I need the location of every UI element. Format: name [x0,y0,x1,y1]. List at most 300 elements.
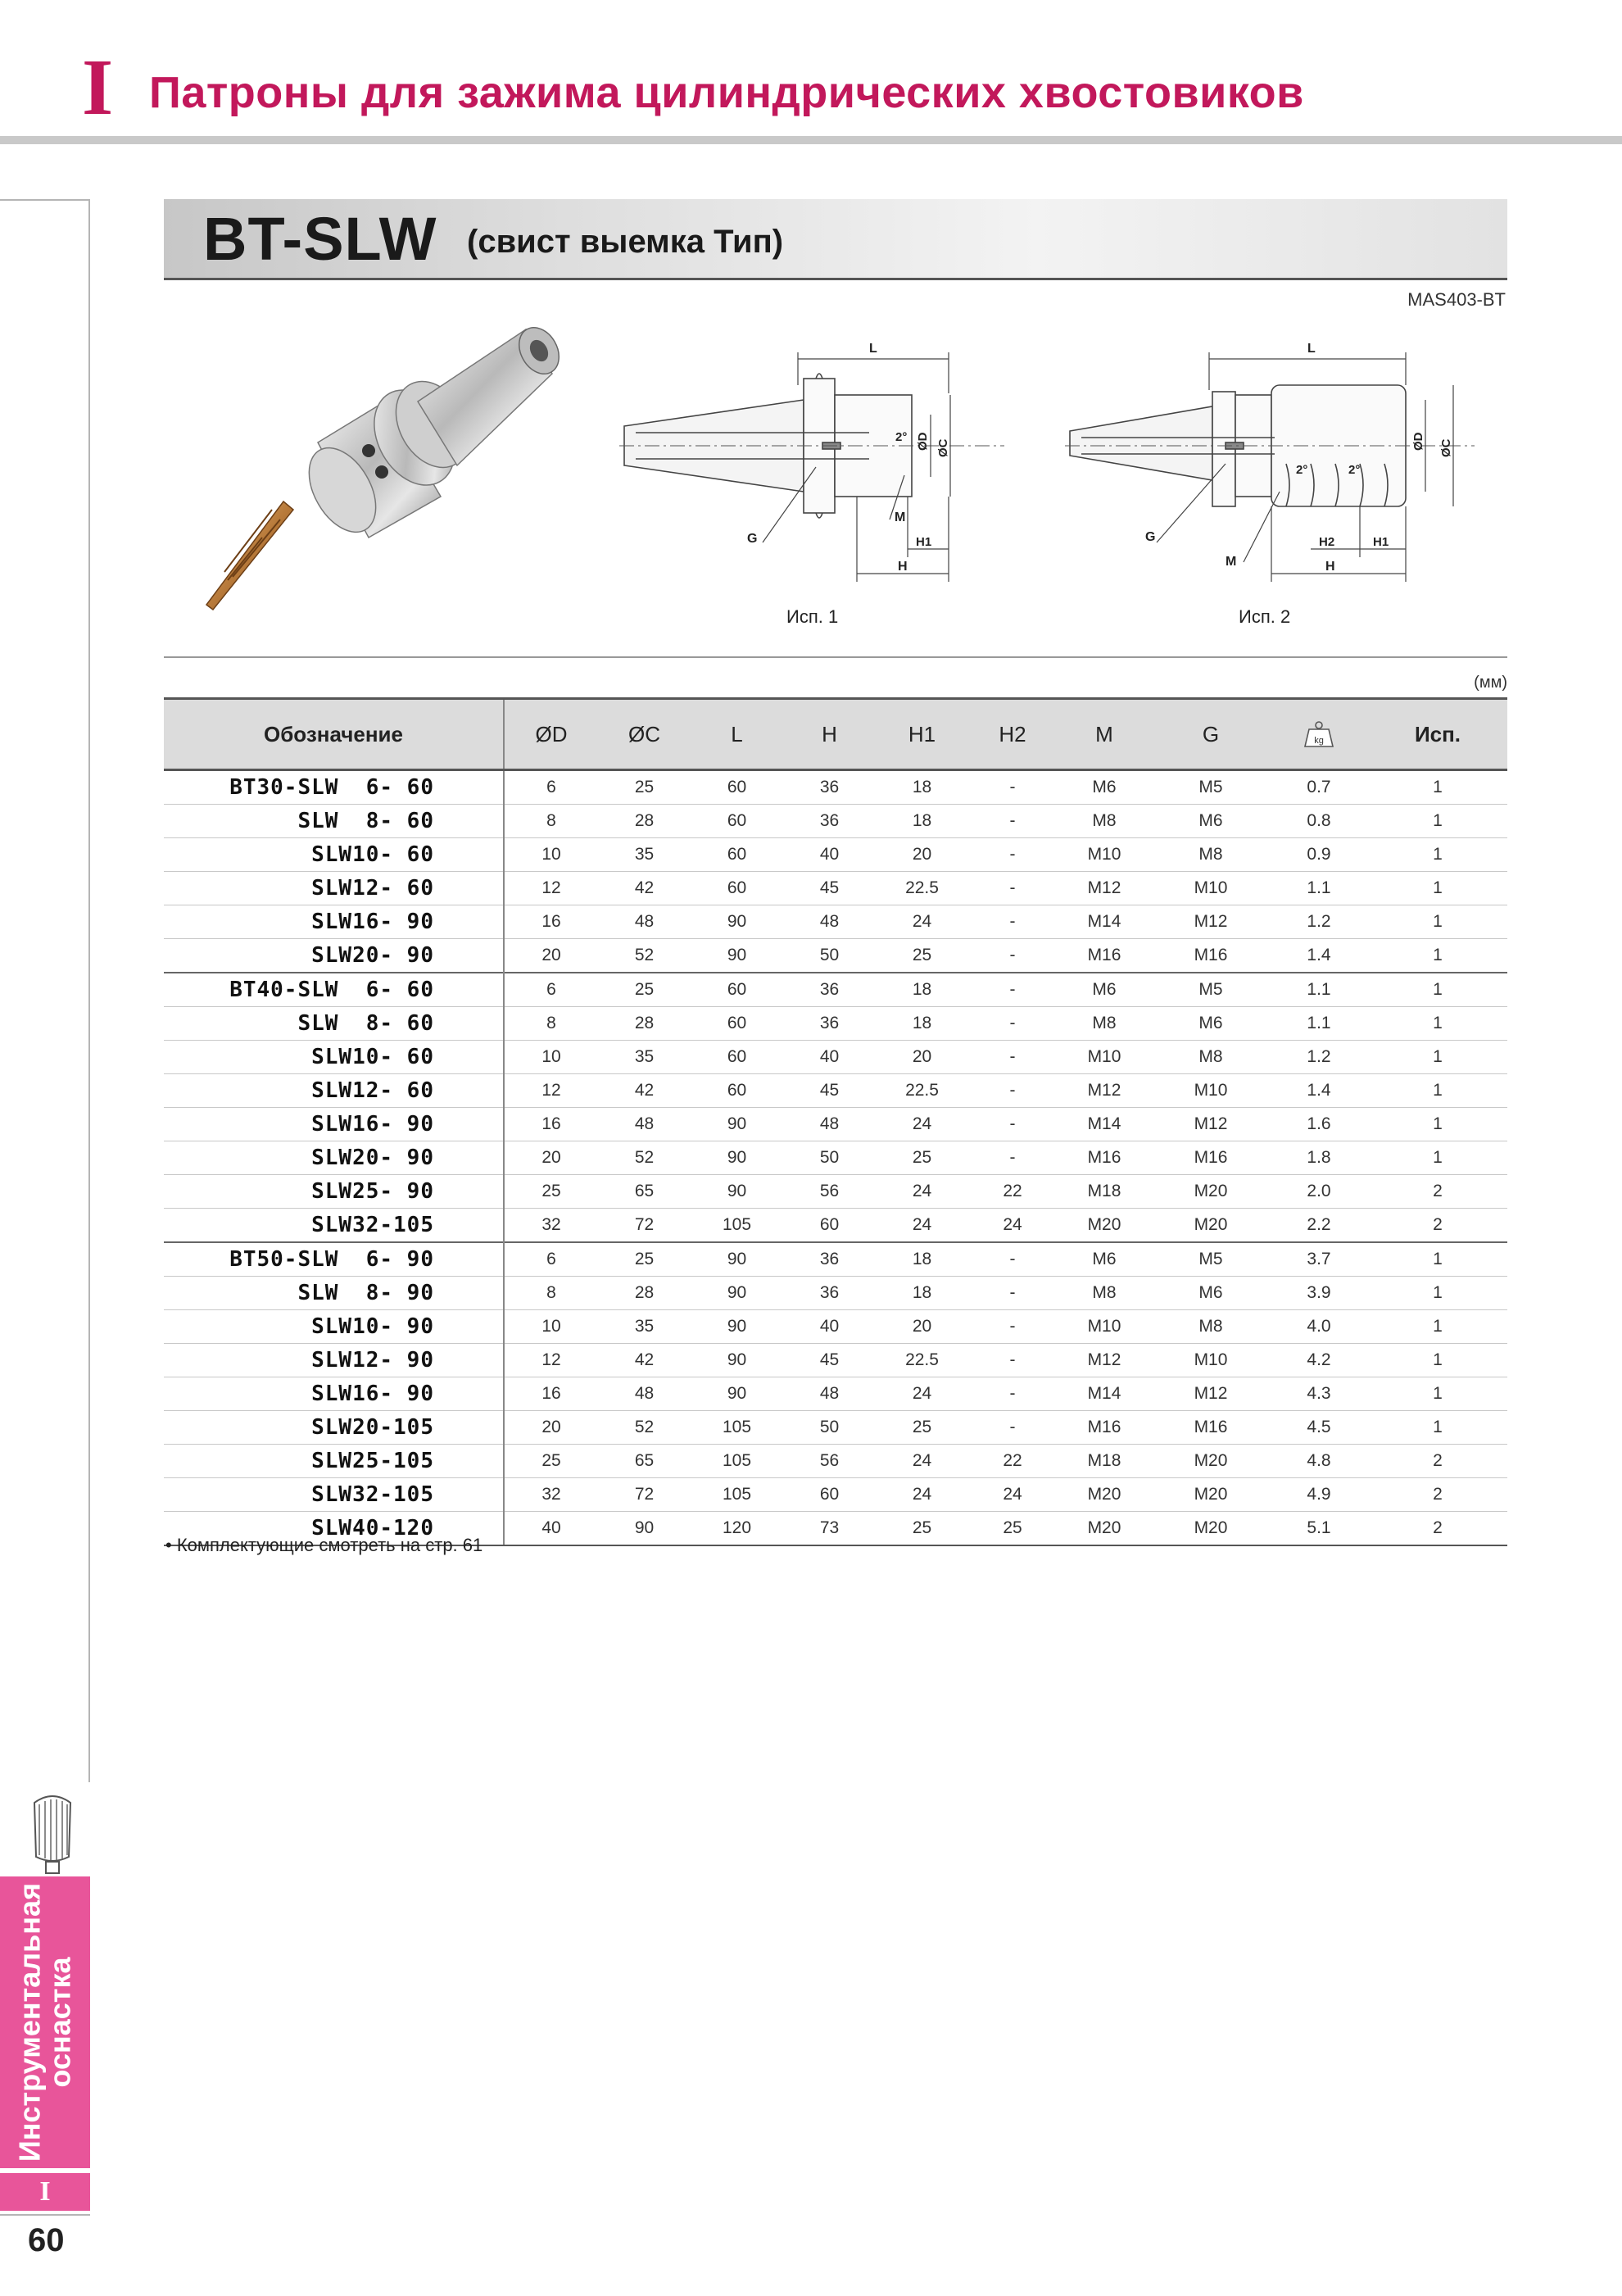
table-row [164,1007,1507,1041]
cell-c: 52 [598,1411,691,1445]
cell-d: 20 [504,1411,598,1445]
cell-d: 10 [504,1041,598,1074]
col-header-h1: H1 [876,699,968,770]
cell-h: 45 [783,1344,876,1377]
cell-c: 48 [598,1377,691,1411]
cell-d: 20 [504,939,598,973]
cell-version: 1 [1368,1141,1507,1175]
cell-version: 2 [1368,1175,1507,1209]
cell-h1: 24 [876,1175,968,1209]
dim-label-G: G [747,532,758,546]
cell-h2: - [968,1041,1057,1074]
cell-h1: 24 [876,1445,968,1478]
cell-weight: 1.1 [1270,1007,1368,1041]
cell-h1: 24 [876,905,968,939]
cell-m: M8 [1057,1007,1152,1041]
cell-d: 10 [504,1310,598,1344]
cell-l: 90 [691,1141,783,1175]
cell-h2: - [968,1411,1057,1445]
cell-l: 105 [691,1209,783,1243]
cell-m: M10 [1057,838,1152,872]
cell-l: 105 [691,1478,783,1512]
v2-dim-label-H: H [1325,560,1335,574]
table-row [164,1175,1507,1209]
cell-d: 40 [504,1512,598,1546]
cell-h2: - [968,872,1057,905]
cell-c: 28 [598,1007,691,1041]
cell-g: M6 [1152,1277,1270,1310]
page-number: 60 [28,2222,65,2258]
weight-icon [1303,719,1335,749]
cell-h2: - [968,973,1057,1007]
cell-h: 73 [783,1512,876,1546]
col-header-h2: H2 [968,699,1057,770]
cell-d: 12 [504,1344,598,1377]
dim-label-H1: H1 [916,535,932,549]
cell-d: 8 [504,1007,598,1041]
cell-h: 56 [783,1445,876,1478]
cell-h2: - [968,1242,1057,1277]
cell-h: 36 [783,1007,876,1041]
cell-h2: 24 [968,1478,1057,1512]
page-title: Патроны для зажима цилиндрических хвостовиков [149,68,1304,117]
cell-l: 60 [691,973,783,1007]
cell-g: M12 [1152,1377,1270,1411]
cell-h2: - [968,1310,1057,1344]
table-row [164,1310,1507,1344]
cell-m: M20 [1057,1478,1152,1512]
cell-m: M10 [1057,1310,1152,1344]
collet-icon [29,1786,75,1875]
cell-weight: 3.9 [1270,1277,1368,1310]
cell-c: 72 [598,1209,691,1243]
cell-m: M10 [1057,1041,1152,1074]
col-header-designation: Обозначение [164,699,504,770]
cell-h: 50 [783,939,876,973]
cell-l: 90 [691,1344,783,1377]
cell-c: 48 [598,1108,691,1141]
cell-version: 2 [1368,1445,1507,1478]
cell-h1: 25 [876,1411,968,1445]
col-header-l: L [691,699,783,770]
cell-l: 60 [691,770,783,805]
cell-c: 42 [598,1074,691,1108]
cell-weight: 1.4 [1270,1074,1368,1108]
cell-designation: SLW20- 90 [164,1141,504,1175]
cell-h: 40 [783,838,876,872]
table-row [164,805,1507,838]
cell-weight: 2.0 [1270,1175,1368,1209]
cell-weight: 4.9 [1270,1478,1368,1512]
cell-g: M5 [1152,1242,1270,1277]
v2-dim-label-H2: H2 [1319,535,1335,549]
dim-label-M: M [895,510,906,524]
cell-c: 25 [598,973,691,1007]
table-header-row [164,699,1507,770]
cell-m: M6 [1057,973,1152,1007]
cell-designation: SLW16- 90 [164,905,504,939]
cell-c: 42 [598,1344,691,1377]
cell-h1: 18 [876,1007,968,1041]
cell-h1: 18 [876,805,968,838]
table-row [164,1445,1507,1478]
v2-dim-label-M: M [1226,555,1237,569]
cell-h1: 25 [876,1512,968,1546]
sidebar-roman: I [0,2173,90,2211]
cell-d: 6 [504,770,598,805]
cell-weight: 1.8 [1270,1141,1368,1175]
cell-d: 8 [504,805,598,838]
cell-version: 1 [1368,770,1507,805]
header-rule [0,136,1622,144]
cell-weight: 4.3 [1270,1377,1368,1411]
cell-designation: SLW25-105 [164,1445,504,1478]
cell-version: 1 [1368,1074,1507,1108]
cell-c: 52 [598,939,691,973]
section-divider [164,656,1507,658]
table-row [164,1344,1507,1377]
cell-version: 1 [1368,805,1507,838]
v2-dim-label-G: G [1145,530,1156,544]
product-banner [164,199,1507,280]
cell-m: M8 [1057,805,1152,838]
cell-version: 1 [1368,905,1507,939]
cell-weight: 0.7 [1270,770,1368,805]
cell-c: 72 [598,1478,691,1512]
cell-version: 1 [1368,1411,1507,1445]
col-header-g: G [1152,699,1270,770]
cell-g: M10 [1152,872,1270,905]
cell-version: 1 [1368,1242,1507,1277]
cell-g: M16 [1152,1141,1270,1175]
cell-c: 65 [598,1445,691,1478]
v2-dim-label-H1: H1 [1373,535,1389,549]
cell-d: 12 [504,872,598,905]
cell-h2: - [968,1377,1057,1411]
cell-designation: SLW10- 60 [164,838,504,872]
table-row [164,1377,1507,1411]
cell-m: M18 [1057,1175,1152,1209]
cell-weight: 4.5 [1270,1411,1368,1445]
footnote: • Комплектующие смотреть на стр. 61 [165,1535,483,1555]
sidebar-rule [0,2214,90,2216]
table-row [164,770,1507,805]
sidebar-label-line2: оснастка [43,1957,76,2088]
cell-c: 52 [598,1141,691,1175]
cell-h1: 22.5 [876,872,968,905]
dim-label-C: ØC [936,438,950,457]
col-header-d: ØD [504,699,598,770]
table-row [164,1242,1507,1277]
v2-dim-label-L: L [1307,342,1316,356]
cell-h1: 24 [876,1377,968,1411]
cell-m: M14 [1057,1377,1152,1411]
cell-h1: 20 [876,1310,968,1344]
cell-version: 1 [1368,1277,1507,1310]
cell-l: 60 [691,805,783,838]
col-header-c: ØC [598,699,691,770]
chapter-roman: I [82,43,114,132]
cell-g: M12 [1152,1108,1270,1141]
cell-d: 6 [504,1242,598,1277]
col-header-weight [1270,699,1368,770]
cell-h1: 18 [876,973,968,1007]
table-row [164,1411,1507,1445]
cell-designation: SLW 8- 90 [164,1277,504,1310]
cell-l: 105 [691,1445,783,1478]
cell-g: M20 [1152,1478,1270,1512]
cell-weight: 4.0 [1270,1310,1368,1344]
cell-d: 6 [504,973,598,1007]
cell-h1: 24 [876,1478,968,1512]
cell-h: 48 [783,1377,876,1411]
cell-weight: 3.7 [1270,1242,1368,1277]
cell-g: M6 [1152,805,1270,838]
table-row [164,838,1507,872]
dim-label-L: L [869,342,877,356]
cell-designation: SLW20- 90 [164,939,504,973]
table-row [164,973,1507,1007]
cell-designation: SLW16- 90 [164,1377,504,1411]
cell-h2: - [968,1344,1057,1377]
cell-c: 42 [598,872,691,905]
cell-g: M10 [1152,1074,1270,1108]
cell-c: 35 [598,838,691,872]
cell-weight: 1.2 [1270,1041,1368,1074]
cell-h1: 25 [876,1141,968,1175]
cell-g: M12 [1152,905,1270,939]
cell-h1: 25 [876,939,968,973]
cell-version: 1 [1368,973,1507,1007]
cell-designation: SLW12- 90 [164,1344,504,1377]
cell-h2: - [968,1074,1057,1108]
cell-g: M8 [1152,838,1270,872]
cell-l: 90 [691,1277,783,1310]
drawing-version2 [1065,328,1475,590]
cell-m: M16 [1057,939,1152,973]
cell-version: 2 [1368,1209,1507,1243]
cell-m: M20 [1057,1512,1152,1546]
cell-version: 1 [1368,1007,1507,1041]
cell-h2: - [968,770,1057,805]
cell-weight: 1.1 [1270,973,1368,1007]
cell-g: M8 [1152,1310,1270,1344]
cell-m: M12 [1057,872,1152,905]
weight-icon-label: kg [1314,736,1324,746]
cell-version: 2 [1368,1478,1507,1512]
cell-g: M16 [1152,939,1270,973]
cell-designation: SLW40-120 [164,1512,504,1546]
cell-d: 32 [504,1209,598,1243]
cell-l: 90 [691,939,783,973]
cell-weight: 4.8 [1270,1445,1368,1478]
cell-designation: SLW25- 90 [164,1175,504,1209]
cell-h2: - [968,1007,1057,1041]
cell-h: 56 [783,1175,876,1209]
table-row [164,1141,1507,1175]
cell-h1: 18 [876,1242,968,1277]
dim-label-H: H [898,560,908,574]
cell-h: 50 [783,1411,876,1445]
cell-g: M5 [1152,770,1270,805]
table-row [164,1041,1507,1074]
cell-d: 16 [504,905,598,939]
cell-version: 1 [1368,1377,1507,1411]
cell-h1: 20 [876,838,968,872]
cell-h2: - [968,939,1057,973]
v2-dim-label-D: ØD [1411,432,1425,451]
cell-m: M16 [1057,1141,1152,1175]
cell-h1: 22.5 [876,1074,968,1108]
spec-table [164,697,1507,1546]
cell-version: 1 [1368,939,1507,973]
cell-designation: SLW12- 60 [164,1074,504,1108]
cell-version: 1 [1368,872,1507,905]
cell-l: 90 [691,1175,783,1209]
table-row [164,939,1507,973]
sidebar-section-label [12,1882,76,2162]
cell-designation: SLW20-105 [164,1411,504,1445]
cell-h: 60 [783,1209,876,1243]
col-header-version: Исп. [1368,699,1507,770]
cell-l: 60 [691,1007,783,1041]
cell-designation: SLW 8- 60 [164,1007,504,1041]
cell-weight: 5.1 [1270,1512,1368,1546]
cell-l: 120 [691,1512,783,1546]
cell-h1: 24 [876,1108,968,1141]
cell-version: 1 [1368,1344,1507,1377]
cell-m: M16 [1057,1411,1152,1445]
cell-designation: BT50-SLW 6- 90 [164,1242,504,1277]
cell-version: 2 [1368,1512,1507,1546]
cell-version: 1 [1368,1108,1507,1141]
v2-angle-label-1: 2° [1296,463,1308,477]
v2-angle-label-2: 2° [1348,463,1361,477]
cell-l: 90 [691,1242,783,1277]
cell-d: 20 [504,1141,598,1175]
cell-h: 50 [783,1141,876,1175]
angle-label: 2° [895,430,908,444]
cell-weight: 1.4 [1270,939,1368,973]
units-label: (мм) [1474,674,1507,692]
cell-h1: 20 [876,1041,968,1074]
cell-weight: 2.2 [1270,1209,1368,1243]
cell-h1: 22.5 [876,1344,968,1377]
cell-d: 16 [504,1108,598,1141]
cell-m: M8 [1057,1277,1152,1310]
drawing-version2-caption: Исп. 2 [1239,606,1291,627]
col-header-h: H [783,699,876,770]
cell-h: 36 [783,1242,876,1277]
cell-l: 105 [691,1411,783,1445]
standard-label: MAS403-BT [1407,289,1506,310]
cell-h: 36 [783,770,876,805]
cell-m: M20 [1057,1209,1152,1243]
cell-c: 48 [598,905,691,939]
cell-designation: SLW12- 60 [164,872,504,905]
cell-h2: - [968,1277,1057,1310]
cell-version: 1 [1368,1041,1507,1074]
cell-g: M20 [1152,1512,1270,1546]
spec-table-body [164,770,1507,1546]
table-row [164,905,1507,939]
v2-dim-label-C: ØC [1439,438,1453,457]
frame-line-horizontal [0,199,90,201]
cell-d: 8 [504,1277,598,1310]
cell-g: M6 [1152,1007,1270,1041]
cell-weight: 4.2 [1270,1344,1368,1377]
cell-m: M14 [1057,1108,1152,1141]
drawing-version1-caption: Исп. 1 [786,606,839,627]
cell-m: M6 [1057,1242,1152,1277]
cell-h: 36 [783,805,876,838]
cell-h1: 24 [876,1209,968,1243]
cell-c: 25 [598,770,691,805]
col-header-m: M [1057,699,1152,770]
cell-h: 45 [783,1074,876,1108]
product-name: BT-SLW [203,205,437,273]
cell-c: 35 [598,1310,691,1344]
cell-weight: 1.1 [1270,872,1368,905]
cell-m: M12 [1057,1344,1152,1377]
cell-c: 90 [598,1512,691,1546]
cell-h: 36 [783,1277,876,1310]
cell-h: 48 [783,905,876,939]
cell-h: 45 [783,872,876,905]
cell-h: 40 [783,1041,876,1074]
cell-d: 25 [504,1445,598,1478]
cell-c: 28 [598,1277,691,1310]
cell-d: 12 [504,1074,598,1108]
cell-g: M10 [1152,1344,1270,1377]
cell-version: 1 [1368,838,1507,872]
product-subtitle: (свист выемка Тип) [467,224,784,260]
cell-h2: - [968,1141,1057,1175]
frame-line-vertical [88,199,90,1782]
cell-l: 60 [691,838,783,872]
table-row [164,1108,1507,1141]
cell-weight: 1.2 [1270,905,1368,939]
cell-designation: SLW32-105 [164,1478,504,1512]
cell-h2: 24 [968,1209,1057,1243]
cell-c: 65 [598,1175,691,1209]
cell-d: 32 [504,1478,598,1512]
cell-g: M20 [1152,1209,1270,1243]
table-row [164,1277,1507,1310]
cell-l: 90 [691,1310,783,1344]
cell-c: 25 [598,1242,691,1277]
cell-h: 40 [783,1310,876,1344]
cell-h2: - [968,838,1057,872]
cell-g: M16 [1152,1411,1270,1445]
cell-l: 60 [691,872,783,905]
tool-holder-photo [195,305,605,624]
cell-l: 90 [691,905,783,939]
cell-h: 36 [783,973,876,1007]
cell-weight: 0.9 [1270,838,1368,872]
cell-m: M12 [1057,1074,1152,1108]
cell-h2: - [968,805,1057,838]
cell-designation: BT40-SLW 6- 60 [164,973,504,1007]
cell-l: 90 [691,1108,783,1141]
drawing-version1 [619,328,1004,590]
cell-g: M20 [1152,1445,1270,1478]
cell-h2: - [968,1108,1057,1141]
table-row [164,1478,1507,1512]
table-row [164,1074,1507,1108]
cell-designation: SLW 8- 60 [164,805,504,838]
cell-h1: 18 [876,1277,968,1310]
